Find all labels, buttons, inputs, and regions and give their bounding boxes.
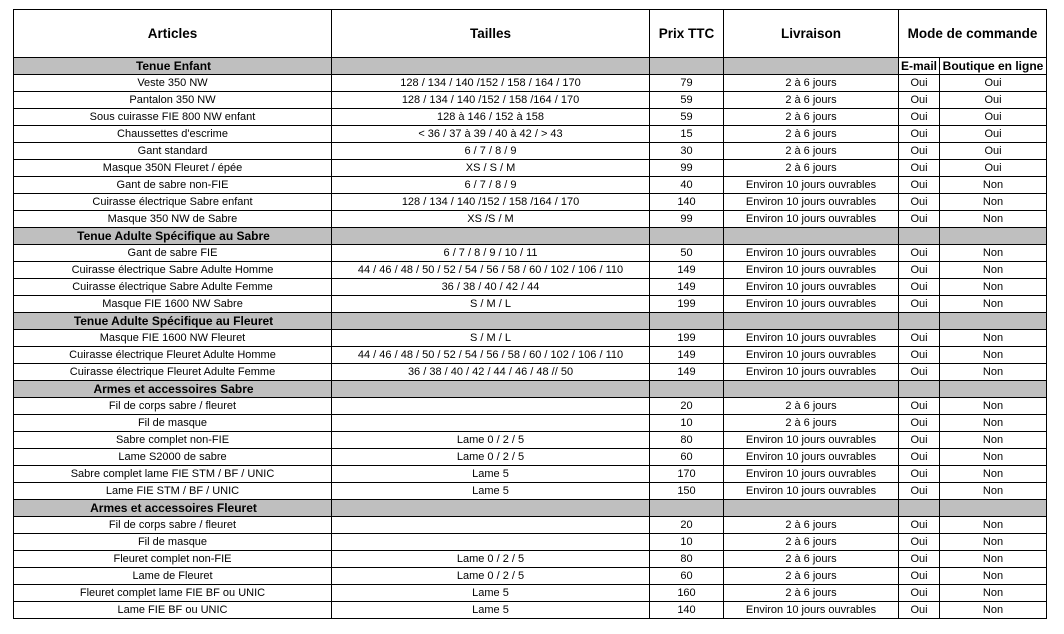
table-row (14, 126, 1047, 143)
article-email: Oui (899, 245, 940, 262)
table-row (14, 177, 1047, 194)
category-empty-cell (650, 313, 724, 330)
article-prix: 40 (650, 177, 724, 194)
category-empty-cell (899, 313, 940, 330)
article-email: Oui (899, 109, 940, 126)
mode-email-header: E-mail (899, 58, 940, 75)
article-tailles: 36 / 38 / 40 / 42 / 44 (332, 279, 650, 296)
article-livraison: Environ 10 jours ouvrables (724, 279, 899, 296)
article-name: Fil de corps sabre / fleuret (14, 398, 332, 415)
table-row (14, 330, 1047, 347)
article-name: Cuirasse électrique Sabre Adulte Homme (14, 262, 332, 279)
article-livraison: 2 à 6 jours (724, 568, 899, 585)
article-prix: 50 (650, 245, 724, 262)
article-livraison: Environ 10 jours ouvrables (724, 296, 899, 313)
article-name: Gant de sabre non-FIE (14, 177, 332, 194)
article-tailles: Lame 5 (332, 585, 650, 602)
article-tailles: 128 à 146 / 152 à 158 (332, 109, 650, 126)
article-name: Fleuret complet lame FIE BF ou UNIC (14, 585, 332, 602)
article-name: Cuirasse électrique Fleuret Adulte Homme (14, 347, 332, 364)
category-title: Armes et accessoires Fleuret (14, 500, 332, 517)
price-sheet (13, 9, 1047, 619)
article-tailles: 6 / 7 / 8 / 9 / 10 / 11 (332, 245, 650, 262)
article-email: Oui (899, 92, 940, 109)
article-tailles: Lame 0 / 2 / 5 (332, 432, 650, 449)
article-name: Masque FIE 1600 NW Fleuret (14, 330, 332, 347)
article-tailles: Lame 5 (332, 602, 650, 619)
category-empty-cell (332, 58, 650, 75)
article-name: Lame FIE STM / BF / UNIC (14, 483, 332, 500)
article-name: Cuirasse électrique Sabre Adulte Femme (14, 279, 332, 296)
article-name: Lame de Fleuret (14, 568, 332, 585)
article-prix: 149 (650, 279, 724, 296)
article-email: Oui (899, 194, 940, 211)
article-prix: 149 (650, 262, 724, 279)
article-boutique: Non (940, 449, 1047, 466)
article-tailles: XS /S / M (332, 211, 650, 228)
article-boutique: Non (940, 262, 1047, 279)
article-tailles (332, 398, 650, 415)
article-livraison: 2 à 6 jours (724, 109, 899, 126)
article-boutique: Oui (940, 92, 1047, 109)
article-email: Oui (899, 262, 940, 279)
category-row (14, 228, 1047, 245)
article-tailles: Lame 0 / 2 / 5 (332, 449, 650, 466)
article-livraison: Environ 10 jours ouvrables (724, 449, 899, 466)
article-name: Cuirasse électrique Sabre enfant (14, 194, 332, 211)
article-livraison: Environ 10 jours ouvrables (724, 211, 899, 228)
article-email: Oui (899, 160, 940, 177)
article-livraison: 2 à 6 jours (724, 92, 899, 109)
article-name: Chaussettes d'escrime (14, 126, 332, 143)
article-tailles (332, 415, 650, 432)
article-email: Oui (899, 432, 940, 449)
article-email: Oui (899, 364, 940, 381)
article-email: Oui (899, 534, 940, 551)
article-boutique: Oui (940, 160, 1047, 177)
article-email: Oui (899, 415, 940, 432)
article-boutique: Non (940, 194, 1047, 211)
article-prix: 80 (650, 551, 724, 568)
article-prix: 140 (650, 602, 724, 619)
article-name: Fil de masque (14, 534, 332, 551)
article-boutique: Oui (940, 75, 1047, 92)
table-row (14, 211, 1047, 228)
article-prix: 149 (650, 347, 724, 364)
article-livraison: Environ 10 jours ouvrables (724, 347, 899, 364)
article-boutique: Non (940, 211, 1047, 228)
article-tailles (332, 534, 650, 551)
header-prix: Prix TTC (650, 10, 724, 58)
article-boutique: Non (940, 466, 1047, 483)
article-name: Pantalon 350 NW (14, 92, 332, 109)
article-name: Lame FIE BF ou UNIC (14, 602, 332, 619)
article-boutique: Non (940, 483, 1047, 500)
header-tailles: Tailles (332, 10, 650, 58)
article-livraison: Environ 10 jours ouvrables (724, 177, 899, 194)
article-prix: 199 (650, 330, 724, 347)
article-name: Cuirasse électrique Fleuret Adulte Femme (14, 364, 332, 381)
article-prix: 199 (650, 296, 724, 313)
category-row (14, 58, 1047, 75)
article-tailles: 128 / 134 / 140 /152 / 158 /164 / 170 (332, 194, 650, 211)
article-boutique: Oui (940, 143, 1047, 160)
article-tailles: < 36 / 37 à 39 / 40 à 42 / > 43 (332, 126, 650, 143)
article-email: Oui (899, 466, 940, 483)
article-tailles: Lame 0 / 2 / 5 (332, 568, 650, 585)
article-name: Sabre complet lame FIE STM / BF / UNIC (14, 466, 332, 483)
category-empty-cell (940, 500, 1047, 517)
article-boutique: Oui (940, 126, 1047, 143)
table-row (14, 432, 1047, 449)
price-table (13, 9, 1047, 619)
article-livraison: Environ 10 jours ouvrables (724, 245, 899, 262)
article-tailles: Lame 5 (332, 483, 650, 500)
category-title: Armes et accessoires Sabre (14, 381, 332, 398)
article-prix: 20 (650, 398, 724, 415)
category-empty-cell (724, 381, 899, 398)
table-row (14, 449, 1047, 466)
article-name: Fil de masque (14, 415, 332, 432)
article-tailles: Lame 5 (332, 466, 650, 483)
article-name: Masque 350 NW de Sabre (14, 211, 332, 228)
table-row (14, 517, 1047, 534)
category-row (14, 500, 1047, 517)
article-email: Oui (899, 551, 940, 568)
article-boutique: Non (940, 551, 1047, 568)
table-row (14, 194, 1047, 211)
article-boutique: Non (940, 398, 1047, 415)
article-boutique: Non (940, 279, 1047, 296)
article-prix: 10 (650, 415, 724, 432)
category-empty-cell (899, 381, 940, 398)
article-boutique: Non (940, 415, 1047, 432)
mode-boutique-header: Boutique en ligne (940, 58, 1047, 75)
article-tailles: Lame 0 / 2 / 5 (332, 551, 650, 568)
table-row (14, 296, 1047, 313)
category-empty-cell (724, 228, 899, 245)
article-boutique: Non (940, 568, 1047, 585)
category-empty-cell (724, 500, 899, 517)
article-livraison: Environ 10 jours ouvrables (724, 330, 899, 347)
price-table-body (14, 10, 1047, 619)
category-empty-cell (332, 313, 650, 330)
category-empty-cell (940, 381, 1047, 398)
article-tailles: 44 / 46 / 48 / 50 / 52 / 54 / 56 / 58 / 60 / 102 / 106 / 110 (332, 347, 650, 364)
article-prix: 80 (650, 432, 724, 449)
category-empty-cell (724, 313, 899, 330)
article-tailles: S / M / L (332, 296, 650, 313)
article-tailles: 128 / 134 / 140 /152 / 158 / 164 / 170 (332, 75, 650, 92)
article-tailles: 6 / 7 / 8 / 9 (332, 177, 650, 194)
article-livraison: 2 à 6 jours (724, 143, 899, 160)
table-row (14, 92, 1047, 109)
article-email: Oui (899, 330, 940, 347)
article-livraison: Environ 10 jours ouvrables (724, 194, 899, 211)
article-email: Oui (899, 279, 940, 296)
article-boutique: Oui (940, 109, 1047, 126)
article-prix: 140 (650, 194, 724, 211)
category-empty-cell (724, 58, 899, 75)
article-prix: 20 (650, 517, 724, 534)
category-empty-cell (332, 381, 650, 398)
article-name: Fil de corps sabre / fleuret (14, 517, 332, 534)
article-boutique: Non (940, 602, 1047, 619)
article-prix: 60 (650, 568, 724, 585)
category-title: Tenue Enfant (14, 58, 332, 75)
article-tailles (332, 517, 650, 534)
article-name: Fleuret complet non-FIE (14, 551, 332, 568)
article-boutique: Non (940, 330, 1047, 347)
table-row (14, 262, 1047, 279)
article-email: Oui (899, 75, 940, 92)
article-livraison: 2 à 6 jours (724, 551, 899, 568)
article-email: Oui (899, 143, 940, 160)
article-livraison: 2 à 6 jours (724, 126, 899, 143)
article-name: Sous cuirasse FIE 800 NW enfant (14, 109, 332, 126)
article-prix: 30 (650, 143, 724, 160)
category-empty-cell (332, 500, 650, 517)
article-prix: 59 (650, 92, 724, 109)
article-email: Oui (899, 347, 940, 364)
article-prix: 99 (650, 160, 724, 177)
table-row (14, 568, 1047, 585)
table-row (14, 534, 1047, 551)
article-prix: 15 (650, 126, 724, 143)
article-name: Gant standard (14, 143, 332, 160)
header-row (14, 10, 1047, 58)
article-livraison: 2 à 6 jours (724, 534, 899, 551)
article-livraison: Environ 10 jours ouvrables (724, 432, 899, 449)
table-row (14, 143, 1047, 160)
category-empty-cell (899, 228, 940, 245)
category-row (14, 313, 1047, 330)
category-empty-cell (650, 500, 724, 517)
article-email: Oui (899, 296, 940, 313)
table-row (14, 75, 1047, 92)
table-row (14, 109, 1047, 126)
category-empty-cell (650, 381, 724, 398)
article-livraison: 2 à 6 jours (724, 75, 899, 92)
article-email: Oui (899, 483, 940, 500)
article-name: Veste 350 NW (14, 75, 332, 92)
table-row (14, 551, 1047, 568)
article-email: Oui (899, 568, 940, 585)
article-prix: 60 (650, 449, 724, 466)
article-email: Oui (899, 211, 940, 228)
article-livraison: Environ 10 jours ouvrables (724, 262, 899, 279)
article-boutique: Non (940, 364, 1047, 381)
article-boutique: Non (940, 296, 1047, 313)
article-tailles: 128 / 134 / 140 /152 / 158 /164 / 170 (332, 92, 650, 109)
article-tailles: 36 / 38 / 40 / 42 / 44 / 46 / 48 // 50 (332, 364, 650, 381)
article-boutique: Non (940, 517, 1047, 534)
article-email: Oui (899, 602, 940, 619)
table-row (14, 602, 1047, 619)
article-boutique: Non (940, 585, 1047, 602)
article-name: Lame S2000 de sabre (14, 449, 332, 466)
article-livraison: 2 à 6 jours (724, 517, 899, 534)
table-row (14, 466, 1047, 483)
article-email: Oui (899, 449, 940, 466)
header-articles: Articles (14, 10, 332, 58)
article-email: Oui (899, 126, 940, 143)
table-row (14, 364, 1047, 381)
article-tailles: XS / S / M (332, 160, 650, 177)
article-prix: 150 (650, 483, 724, 500)
table-row (14, 415, 1047, 432)
article-livraison: Environ 10 jours ouvrables (724, 466, 899, 483)
article-livraison: 2 à 6 jours (724, 160, 899, 177)
article-prix: 160 (650, 585, 724, 602)
table-row (14, 245, 1047, 262)
article-livraison: Environ 10 jours ouvrables (724, 364, 899, 381)
article-boutique: Non (940, 534, 1047, 551)
category-empty-cell (650, 58, 724, 75)
article-prix: 59 (650, 109, 724, 126)
article-livraison: 2 à 6 jours (724, 398, 899, 415)
article-livraison: 2 à 6 jours (724, 585, 899, 602)
category-title: Tenue Adulte Spécifique au Sabre (14, 228, 332, 245)
table-row (14, 279, 1047, 296)
article-email: Oui (899, 517, 940, 534)
table-row (14, 483, 1047, 500)
article-tailles: 44 / 46 / 48 / 50 / 52 / 54 / 56 / 58 / 60 / 102 / 106 / 110 (332, 262, 650, 279)
table-row (14, 347, 1047, 364)
category-empty-cell (650, 228, 724, 245)
header-mode-commande: Mode de commande (899, 10, 1047, 58)
article-boutique: Non (940, 177, 1047, 194)
article-tailles: S / M / L (332, 330, 650, 347)
article-email: Oui (899, 398, 940, 415)
article-livraison: Environ 10 jours ouvrables (724, 483, 899, 500)
category-empty-cell (899, 500, 940, 517)
article-prix: 170 (650, 466, 724, 483)
category-empty-cell (940, 313, 1047, 330)
article-boutique: Non (940, 432, 1047, 449)
article-prix: 99 (650, 211, 724, 228)
category-empty-cell (940, 228, 1047, 245)
header-livraison: Livraison (724, 10, 899, 58)
table-row (14, 585, 1047, 602)
article-prix: 149 (650, 364, 724, 381)
article-prix: 79 (650, 75, 724, 92)
article-tailles: 6 / 7 / 8 / 9 (332, 143, 650, 160)
article-email: Oui (899, 585, 940, 602)
article-prix: 10 (650, 534, 724, 551)
article-name: Masque 350N Fleuret / épée (14, 160, 332, 177)
table-row (14, 160, 1047, 177)
article-name: Gant de sabre FIE (14, 245, 332, 262)
category-row (14, 381, 1047, 398)
table-row (14, 398, 1047, 415)
article-name: Masque FIE 1600 NW Sabre (14, 296, 332, 313)
article-name: Sabre complet non-FIE (14, 432, 332, 449)
article-boutique: Non (940, 245, 1047, 262)
category-title: Tenue Adulte Spécifique au Fleuret (14, 313, 332, 330)
article-boutique: Non (940, 347, 1047, 364)
category-empty-cell (332, 228, 650, 245)
article-livraison: Environ 10 jours ouvrables (724, 602, 899, 619)
article-email: Oui (899, 177, 940, 194)
article-livraison: 2 à 6 jours (724, 415, 899, 432)
